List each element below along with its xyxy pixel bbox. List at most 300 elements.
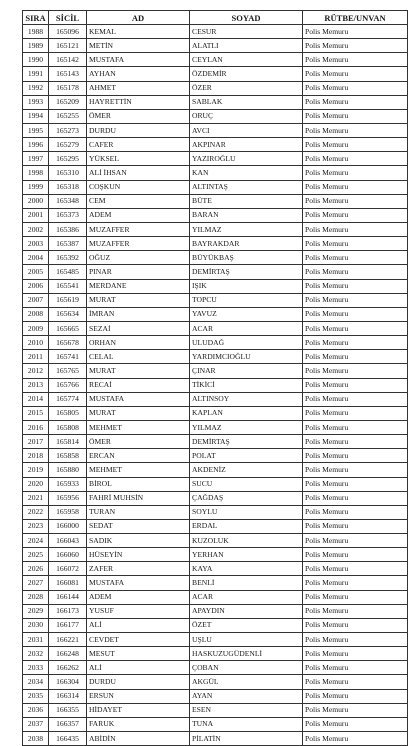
cell-ad: ERSUN (87, 689, 190, 703)
cell-rutbe-unvan: Polis Memuru (303, 378, 408, 392)
table-row (23, 152, 408, 166)
cell-ad: ABİDİN (87, 732, 190, 746)
cell-rutbe-unvan: Polis Memuru (303, 406, 408, 420)
cell-sira: 2031 (23, 633, 49, 647)
cell-sicil: 165541 (49, 279, 87, 293)
table-row (23, 166, 408, 180)
cell-ad: AYHAN (87, 67, 190, 81)
table-row (23, 307, 408, 321)
cell-rutbe-unvan: Polis Memuru (303, 293, 408, 307)
cell-soyad: BARAN (190, 208, 303, 222)
cell-sicil: 166262 (49, 661, 87, 675)
table-row (23, 435, 408, 449)
cell-sicil: 165741 (49, 350, 87, 364)
cell-sira: 1995 (23, 123, 49, 137)
table-row (23, 350, 408, 364)
cell-soyad: YAVUZ (190, 307, 303, 321)
cell-sicil: 166221 (49, 633, 87, 647)
cell-rutbe-unvan: Polis Memuru (303, 152, 408, 166)
cell-sicil: 165096 (49, 25, 87, 39)
cell-rutbe-unvan: Polis Memuru (303, 491, 408, 505)
cell-sicil: 165766 (49, 378, 87, 392)
table-row (23, 647, 408, 661)
cell-ad: DURDU (87, 675, 190, 689)
cell-ad: ORHAN (87, 336, 190, 350)
cell-sira: 2005 (23, 265, 49, 279)
cell-sicil: 165142 (49, 53, 87, 67)
table-row (23, 562, 408, 576)
cell-soyad: DEMİRTAŞ (190, 265, 303, 279)
table-row (23, 95, 408, 109)
cell-sicil: 165348 (49, 194, 87, 208)
cell-ad: MERDANE (87, 279, 190, 293)
cell-ad: DURDU (87, 123, 190, 137)
cell-soyad: IŞIK (190, 279, 303, 293)
cell-ad: SEZAİ (87, 321, 190, 335)
cell-soyad: BÜTE (190, 194, 303, 208)
cell-sicil: 165814 (49, 435, 87, 449)
header-sicil: SİCİL (49, 11, 87, 25)
cell-rutbe-unvan: Polis Memuru (303, 279, 408, 293)
cell-ad: ÖMER (87, 435, 190, 449)
cell-sicil: 166072 (49, 562, 87, 576)
cell-ad: AHMET (87, 81, 190, 95)
cell-ad: CAFER (87, 138, 190, 152)
table-row (23, 251, 408, 265)
table-row (23, 67, 408, 81)
table-row (23, 53, 408, 67)
cell-sira: 1994 (23, 109, 49, 123)
table-row (23, 590, 408, 604)
table-row (23, 180, 408, 194)
cell-ad: ALİ (87, 661, 190, 675)
cell-rutbe-unvan: Polis Memuru (303, 307, 408, 321)
cell-rutbe-unvan: Polis Memuru (303, 420, 408, 434)
cell-rutbe-unvan: Polis Memuru (303, 689, 408, 703)
cell-rutbe-unvan: Polis Memuru (303, 53, 408, 67)
cell-sira: 2028 (23, 590, 49, 604)
cell-soyad: ÇOBAN (190, 661, 303, 675)
cell-sira: 2038 (23, 732, 49, 746)
cell-rutbe-unvan: Polis Memuru (303, 717, 408, 731)
cell-rutbe-unvan: Polis Memuru (303, 109, 408, 123)
table-row (23, 420, 408, 434)
cell-ad: YUSUF (87, 604, 190, 618)
cell-sira: 2025 (23, 548, 49, 562)
table-row (23, 123, 408, 137)
header-row (23, 11, 408, 25)
cell-sira: 1990 (23, 53, 49, 67)
cell-rutbe-unvan: Polis Memuru (303, 477, 408, 491)
cell-soyad: YERHAN (190, 548, 303, 562)
cell-soyad: ACAR (190, 321, 303, 335)
cell-ad: ADEM (87, 590, 190, 604)
cell-sira: 2008 (23, 307, 49, 321)
cell-sira: 1992 (23, 81, 49, 95)
table-row (23, 81, 408, 95)
table-row (23, 265, 408, 279)
cell-ad: HÜSEYİN (87, 548, 190, 562)
cell-sira: 2013 (23, 378, 49, 392)
cell-ad: CEM (87, 194, 190, 208)
cell-sicil: 165279 (49, 138, 87, 152)
cell-ad: OĞUZ (87, 251, 190, 265)
cell-sira: 2015 (23, 406, 49, 420)
cell-soyad: AYAN (190, 689, 303, 703)
cell-sicil: 166000 (49, 519, 87, 533)
table-row (23, 109, 408, 123)
table-row (23, 208, 408, 222)
cell-soyad: ULUDAĞ (190, 336, 303, 350)
cell-soyad: AKDENİZ (190, 463, 303, 477)
cell-soyad: TOPCU (190, 293, 303, 307)
cell-soyad: CESUR (190, 25, 303, 39)
cell-soyad: YILMAZ (190, 222, 303, 236)
cell-sira: 2019 (23, 463, 49, 477)
cell-rutbe-unvan: Polis Memuru (303, 321, 408, 335)
cell-ad: MESUT (87, 647, 190, 661)
cell-soyad: PİLATİN (190, 732, 303, 746)
table-row (23, 477, 408, 491)
table-row (23, 548, 408, 562)
table-row (23, 336, 408, 350)
cell-sira: 1991 (23, 67, 49, 81)
cell-sicil: 165295 (49, 152, 87, 166)
table-row (23, 717, 408, 731)
table-row (23, 321, 408, 335)
cell-sira: 2014 (23, 392, 49, 406)
cell-soyad: ORUÇ (190, 109, 303, 123)
cell-sira: 2007 (23, 293, 49, 307)
table-header (23, 11, 408, 25)
cell-soyad: KAPLAN (190, 406, 303, 420)
cell-rutbe-unvan: Polis Memuru (303, 364, 408, 378)
cell-sicil: 165634 (49, 307, 87, 321)
cell-ad: BİROL (87, 477, 190, 491)
cell-soyad: DEMİRTAŞ (190, 435, 303, 449)
cell-rutbe-unvan: Polis Memuru (303, 562, 408, 576)
cell-sira: 2017 (23, 435, 49, 449)
cell-rutbe-unvan: Polis Memuru (303, 534, 408, 548)
cell-ad: MURAT (87, 406, 190, 420)
cell-soyad: ÇAĞDAŞ (190, 491, 303, 505)
cell-soyad: SABLAK (190, 95, 303, 109)
cell-soyad: ÖZDEMİR (190, 67, 303, 81)
cell-rutbe-unvan: Polis Memuru (303, 67, 408, 81)
cell-sira: 2035 (23, 689, 49, 703)
cell-sira: 2027 (23, 576, 49, 590)
cell-ad: MURAT (87, 293, 190, 307)
cell-soyad: ÇINAR (190, 364, 303, 378)
cell-sicil: 166357 (49, 717, 87, 731)
cell-ad: HAYRETTİN (87, 95, 190, 109)
cell-sicil: 165178 (49, 81, 87, 95)
cell-sira: 2024 (23, 534, 49, 548)
cell-sira: 1996 (23, 138, 49, 152)
cell-sira: 1998 (23, 166, 49, 180)
cell-sira: 2003 (23, 237, 49, 251)
cell-soyad: HASKUZUGÜDENLİ (190, 647, 303, 661)
cell-ad: ADEM (87, 208, 190, 222)
cell-rutbe-unvan: Polis Memuru (303, 548, 408, 562)
cell-sira: 2012 (23, 364, 49, 378)
cell-ad: KEMAL (87, 25, 190, 39)
cell-sicil: 166060 (49, 548, 87, 562)
personnel-list-page (22, 10, 407, 746)
cell-sira: 2037 (23, 717, 49, 731)
cell-sicil: 165858 (49, 449, 87, 463)
cell-sicil: 165121 (49, 39, 87, 53)
table-row (23, 519, 408, 533)
cell-sira: 2021 (23, 491, 49, 505)
cell-ad: SADIK (87, 534, 190, 548)
cell-ad: ALİ (87, 618, 190, 632)
cell-sira: 2018 (23, 449, 49, 463)
cell-rutbe-unvan: Polis Memuru (303, 237, 408, 251)
cell-sicil: 166177 (49, 618, 87, 632)
cell-sicil: 165765 (49, 364, 87, 378)
table-body (23, 25, 408, 746)
cell-rutbe-unvan: Polis Memuru (303, 25, 408, 39)
table-row (23, 39, 408, 53)
cell-soyad: YARDIMCIOĞLU (190, 350, 303, 364)
cell-sira: 1993 (23, 95, 49, 109)
cell-ad: FARUK (87, 717, 190, 731)
cell-rutbe-unvan: Polis Memuru (303, 392, 408, 406)
cell-soyad: AKGÜL (190, 675, 303, 689)
cell-sicil: 165209 (49, 95, 87, 109)
cell-soyad: SOYLU (190, 505, 303, 519)
cell-soyad: ERDAL (190, 519, 303, 533)
cell-sicil: 166314 (49, 689, 87, 703)
table-row (23, 505, 408, 519)
cell-sicil: 165373 (49, 208, 87, 222)
cell-sicil: 166355 (49, 703, 87, 717)
cell-sicil: 165387 (49, 237, 87, 251)
table-row (23, 406, 408, 420)
cell-ad: YÜKSEL (87, 152, 190, 166)
personnel-table (22, 10, 408, 746)
cell-ad: RECAİ (87, 378, 190, 392)
cell-rutbe-unvan: Polis Memuru (303, 703, 408, 717)
cell-soyad: AKPINAR (190, 138, 303, 152)
cell-rutbe-unvan: Polis Memuru (303, 661, 408, 675)
cell-sicil: 165310 (49, 166, 87, 180)
cell-ad: PINAR (87, 265, 190, 279)
cell-ad: SEDAT (87, 519, 190, 533)
cell-rutbe-unvan: Polis Memuru (303, 732, 408, 746)
cell-sicil: 166435 (49, 732, 87, 746)
cell-rutbe-unvan: Polis Memuru (303, 138, 408, 152)
cell-sira: 1999 (23, 180, 49, 194)
cell-ad: CELAL (87, 350, 190, 364)
cell-rutbe-unvan: Polis Memuru (303, 576, 408, 590)
cell-soyad: ALTINSOY (190, 392, 303, 406)
cell-sicil: 165485 (49, 265, 87, 279)
cell-sicil: 165318 (49, 180, 87, 194)
cell-soyad: ALATLI (190, 39, 303, 53)
cell-soyad: BENLİ (190, 576, 303, 590)
cell-sicil: 165619 (49, 293, 87, 307)
cell-sira: 2032 (23, 647, 49, 661)
table-row (23, 194, 408, 208)
cell-sicil: 165774 (49, 392, 87, 406)
cell-sicil: 166173 (49, 604, 87, 618)
table-row (23, 392, 408, 406)
cell-ad: ÖMER (87, 109, 190, 123)
cell-ad: MEHMET (87, 420, 190, 434)
table-row (23, 675, 408, 689)
cell-sira: 1989 (23, 39, 49, 53)
cell-sicil: 166248 (49, 647, 87, 661)
table-row (23, 449, 408, 463)
cell-sicil: 166081 (49, 576, 87, 590)
cell-ad: COŞKUN (87, 180, 190, 194)
cell-rutbe-unvan: Polis Memuru (303, 449, 408, 463)
cell-soyad: YILMAZ (190, 420, 303, 434)
cell-ad: MUSTAFA (87, 53, 190, 67)
cell-soyad: ÖZER (190, 81, 303, 95)
cell-soyad: TİKİCİ (190, 378, 303, 392)
cell-sicil: 166144 (49, 590, 87, 604)
table-row (23, 491, 408, 505)
cell-sicil: 165805 (49, 406, 87, 420)
cell-ad: FAHRİ MUHSİN (87, 491, 190, 505)
cell-soyad: UŞLU (190, 633, 303, 647)
cell-rutbe-unvan: Polis Memuru (303, 336, 408, 350)
table-row (23, 293, 408, 307)
cell-sira: 2034 (23, 675, 49, 689)
cell-sira: 1997 (23, 152, 49, 166)
header-soyad: SOYAD (190, 11, 303, 25)
cell-sira: 2016 (23, 420, 49, 434)
table-row (23, 703, 408, 717)
cell-ad: MUZAFFER (87, 237, 190, 251)
cell-sira: 2001 (23, 208, 49, 222)
cell-soyad: YAZIROĞLU (190, 152, 303, 166)
cell-sicil: 165678 (49, 336, 87, 350)
cell-sira: 2009 (23, 321, 49, 335)
cell-sira: 2002 (23, 222, 49, 236)
cell-ad: CEVDET (87, 633, 190, 647)
cell-sicil: 165392 (49, 251, 87, 265)
cell-rutbe-unvan: Polis Memuru (303, 222, 408, 236)
cell-ad: MUSTAFA (87, 392, 190, 406)
table-row (23, 463, 408, 477)
cell-rutbe-unvan: Polis Memuru (303, 618, 408, 632)
cell-sicil: 165958 (49, 505, 87, 519)
cell-sira: 2022 (23, 505, 49, 519)
table-row (23, 618, 408, 632)
cell-rutbe-unvan: Polis Memuru (303, 505, 408, 519)
cell-sira: 2029 (23, 604, 49, 618)
cell-sicil: 165273 (49, 123, 87, 137)
cell-rutbe-unvan: Polis Memuru (303, 123, 408, 137)
table-row (23, 604, 408, 618)
cell-ad: ERCAN (87, 449, 190, 463)
header-rutbe-unvan: RÜTBE/UNVAN (303, 11, 408, 25)
cell-ad: TURAN (87, 505, 190, 519)
cell-soyad: POLAT (190, 449, 303, 463)
cell-soyad: CEYLAN (190, 53, 303, 67)
cell-soyad: BAYRAKDAR (190, 237, 303, 251)
cell-rutbe-unvan: Polis Memuru (303, 647, 408, 661)
cell-soyad: KAYA (190, 562, 303, 576)
cell-sicil: 166043 (49, 534, 87, 548)
cell-sira: 2030 (23, 618, 49, 632)
cell-soyad: APAYDIN (190, 604, 303, 618)
cell-soyad: AVCI (190, 123, 303, 137)
cell-sira: 2004 (23, 251, 49, 265)
table-row (23, 732, 408, 746)
cell-soyad: ESEN (190, 703, 303, 717)
cell-sicil: 166304 (49, 675, 87, 689)
cell-sira: 2010 (23, 336, 49, 350)
cell-sicil: 165956 (49, 491, 87, 505)
cell-sicil: 165665 (49, 321, 87, 335)
cell-sira: 2026 (23, 562, 49, 576)
cell-sicil: 165255 (49, 109, 87, 123)
cell-soyad: ACAR (190, 590, 303, 604)
cell-rutbe-unvan: Polis Memuru (303, 519, 408, 533)
cell-rutbe-unvan: Polis Memuru (303, 39, 408, 53)
cell-rutbe-unvan: Polis Memuru (303, 590, 408, 604)
header-ad: AD (87, 11, 190, 25)
cell-sicil: 165880 (49, 463, 87, 477)
cell-ad: ALİ İHSAN (87, 166, 190, 180)
cell-soyad: KUZOLUK (190, 534, 303, 548)
cell-soyad: ALTINTAŞ (190, 180, 303, 194)
cell-ad: İMRAN (87, 307, 190, 321)
cell-sira: 2023 (23, 519, 49, 533)
cell-sira: 2000 (23, 194, 49, 208)
table-row (23, 364, 408, 378)
cell-ad: MURAT (87, 364, 190, 378)
cell-rutbe-unvan: Polis Memuru (303, 633, 408, 647)
cell-soyad: SUCU (190, 477, 303, 491)
cell-rutbe-unvan: Polis Memuru (303, 81, 408, 95)
cell-rutbe-unvan: Polis Memuru (303, 604, 408, 618)
cell-ad: MUZAFFER (87, 222, 190, 236)
cell-sira: 2020 (23, 477, 49, 491)
table-row (23, 138, 408, 152)
cell-sira: 2011 (23, 350, 49, 364)
cell-rutbe-unvan: Polis Memuru (303, 251, 408, 265)
cell-soyad: KAN (190, 166, 303, 180)
table-row (23, 222, 408, 236)
cell-sira: 2033 (23, 661, 49, 675)
cell-rutbe-unvan: Polis Memuru (303, 95, 408, 109)
table-row (23, 378, 408, 392)
cell-soyad: TUNA (190, 717, 303, 731)
cell-ad: ZAFER (87, 562, 190, 576)
cell-rutbe-unvan: Polis Memuru (303, 208, 408, 222)
cell-rutbe-unvan: Polis Memuru (303, 675, 408, 689)
header-sira: SIRA (23, 11, 49, 25)
cell-sicil: 165808 (49, 420, 87, 434)
table-row (23, 279, 408, 293)
cell-ad: MUSTAFA (87, 576, 190, 590)
cell-rutbe-unvan: Polis Memuru (303, 350, 408, 364)
cell-sicil: 165143 (49, 67, 87, 81)
cell-rutbe-unvan: Polis Memuru (303, 463, 408, 477)
table-row (23, 534, 408, 548)
cell-soyad: BÜYÜKBAŞ (190, 251, 303, 265)
cell-rutbe-unvan: Polis Memuru (303, 166, 408, 180)
cell-rutbe-unvan: Polis Memuru (303, 194, 408, 208)
cell-sicil: 165386 (49, 222, 87, 236)
cell-ad: HİDAYET (87, 703, 190, 717)
